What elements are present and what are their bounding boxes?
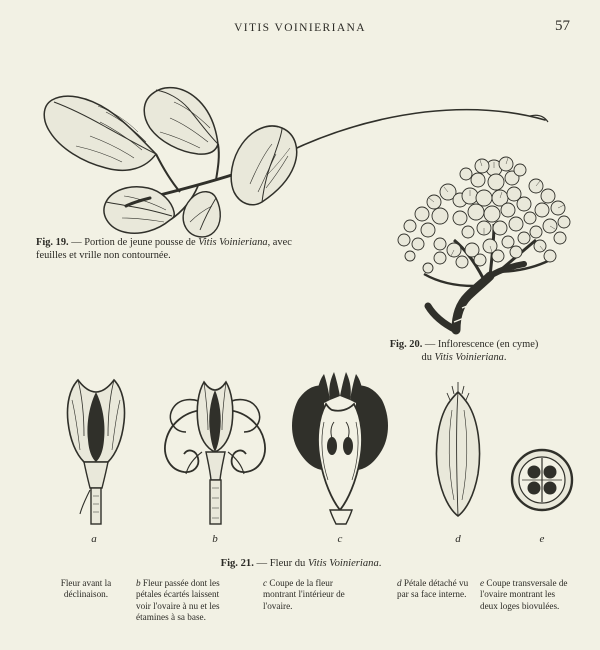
figure-19-text-2: , avec feuilles et vrille non contournée. bbox=[36, 237, 292, 262]
figure-21-subcaption-d-text: Pétale détaché vu par sa face interne. bbox=[397, 578, 469, 600]
figure-21-subcaption-a bbox=[40, 578, 132, 601]
figure-21-caption bbox=[196, 557, 406, 570]
figure-21-subcaption-c-text: Coupe de la fleur montrant l'intérieur de l'ovaire. bbox=[263, 578, 345, 611]
figure-21-species: Vitis Voinieriana bbox=[308, 558, 379, 569]
figure-20-dash: — bbox=[422, 339, 438, 350]
figure-21-subcaption-c bbox=[263, 578, 357, 612]
figure-20-illustration bbox=[344, 140, 589, 335]
figure-21-dash: — bbox=[253, 558, 270, 569]
svg-text:a: a bbox=[91, 533, 97, 545]
svg-text:c: c bbox=[337, 533, 343, 545]
figure-20-caption bbox=[344, 338, 584, 364]
figure-21-illustration bbox=[20, 370, 580, 550]
figure-19-caption bbox=[36, 236, 304, 262]
figure-21-subcaption-b-mark: b bbox=[136, 578, 141, 588]
figure-21-subcaption-c-mark: c bbox=[263, 578, 268, 588]
figure-21-subcaption-d-mark: d bbox=[397, 578, 402, 588]
figure-20-label: Fig. 20. bbox=[389, 339, 423, 350]
figure-19-dash: — bbox=[68, 237, 85, 248]
figure-19-text-1: Portion de jeune pousse de bbox=[84, 237, 199, 248]
figure-21-subcaption-e-mark: e bbox=[480, 578, 485, 588]
figure-21-label: Fig. 21. bbox=[220, 558, 254, 569]
figure-21-subcaption-b-text: Fleur passée dont les pétales écartés laissent voir l'ovaire à nu et les étamines à sa base. bbox=[136, 578, 220, 623]
figure-21-text-1: Fleur du bbox=[269, 558, 309, 569]
page-number: 57 bbox=[555, 18, 570, 34]
figure-20-text-1: Inflorescence (en cyme) bbox=[437, 339, 539, 350]
figure-21-subcaption-a-text: Fleur avant la déclinaison. bbox=[60, 578, 112, 600]
figure-19-label: Fig. 19. bbox=[36, 237, 69, 248]
figure-20-text-2: du bbox=[421, 352, 435, 364]
figure-19-species: Vitis Voinieriana bbox=[198, 237, 268, 248]
svg-text:e: e bbox=[539, 533, 545, 545]
svg-text:b: b bbox=[212, 533, 218, 545]
running-head: VITIS VOINIERIANA bbox=[234, 22, 366, 34]
figure-20-species: Vitis Voinieriana bbox=[434, 352, 504, 364]
figure-21-subcaption-b bbox=[136, 578, 236, 624]
figure-21-subcaption-d bbox=[397, 578, 469, 601]
figure-21-text-2: . bbox=[378, 558, 382, 569]
figure-20-text-3: . bbox=[503, 352, 507, 364]
figure-21-subcaption-e-text: Coupe transversale de l'ovaire montrant les deux loges biovulées. bbox=[480, 578, 568, 611]
figure-21-subcaption-e bbox=[480, 578, 568, 612]
svg-text:d: d bbox=[455, 533, 461, 545]
